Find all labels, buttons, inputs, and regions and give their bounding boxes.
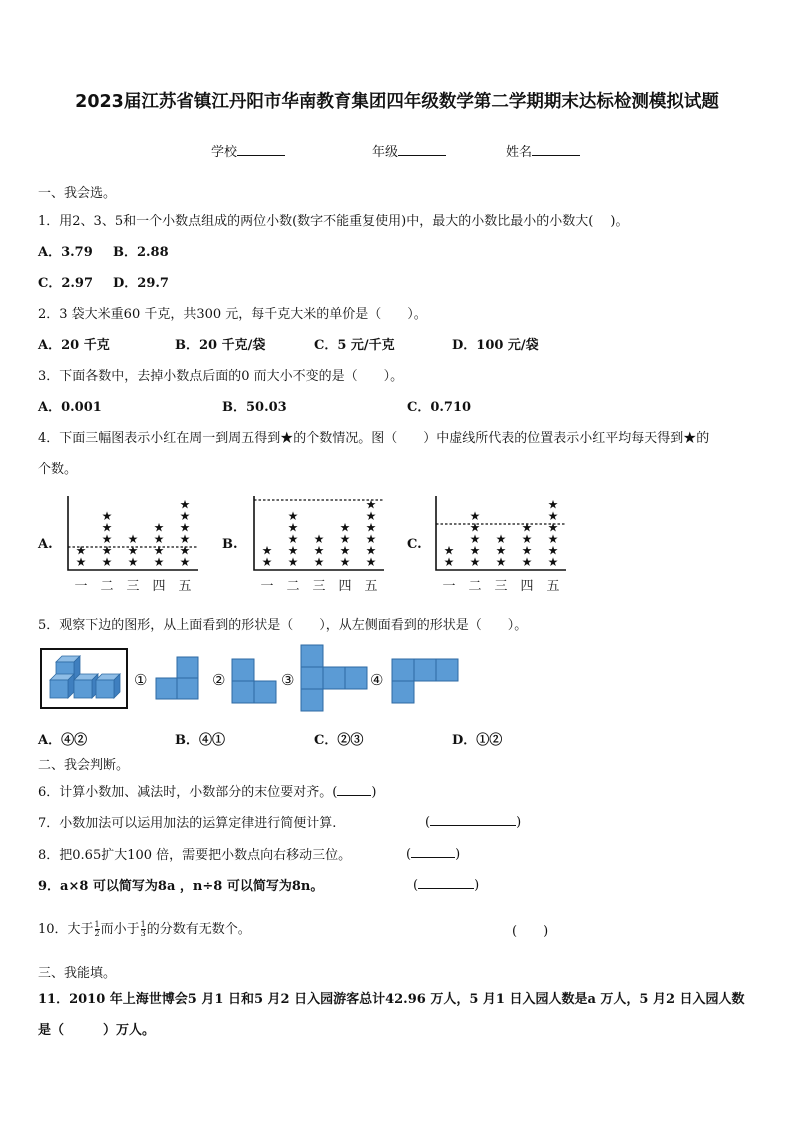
star-mark: ★ — [287, 509, 299, 523]
day-label: 四 — [338, 579, 352, 594]
star-mark: ★ — [339, 532, 351, 546]
q5-label-2: ② — [212, 671, 226, 689]
star-mark: ★ — [365, 532, 377, 546]
fraction-one-half — [95, 921, 100, 938]
q4-chart-b — [244, 492, 394, 596]
star-mark: ★ — [179, 543, 191, 558]
q10-pre: 10．大于 — [38, 922, 94, 937]
star-mark: ★ — [153, 532, 165, 546]
star-mark: ★ — [339, 543, 351, 558]
q9-answer — [413, 875, 479, 893]
section-heading-3: 三、我能填。 — [38, 966, 117, 981]
star-mark: ★ — [287, 543, 299, 558]
star-mark: ★ — [101, 555, 113, 569]
q9-close-paren: ) — [474, 878, 480, 893]
star-mark: ★ — [101, 509, 113, 523]
star-mark: ★ — [75, 555, 87, 569]
grade-field — [372, 141, 446, 160]
question-10 — [38, 918, 251, 938]
question-1-text: 1．用2、3、5和一个小数点组成的两位小数(数字不能重复使用)中，最大的小数比最小的小数大( )。 — [38, 214, 629, 229]
day-label: 三 — [312, 579, 326, 594]
question-4-text-1: 4．下面三幅图表示小红在周一到周五得到★的个数情况。图（ ）中虚线所代表的位置表示小红平均每天得到★的 — [38, 431, 710, 446]
day-label: 三 — [126, 579, 140, 594]
q3-option-b[interactable]: B．50.03 — [222, 400, 287, 415]
star-mark: ★ — [469, 543, 481, 558]
question-4-text-2: 个数。 — [38, 462, 78, 477]
cube-block — [50, 674, 74, 698]
q6-close-paren: ) — [371, 785, 377, 800]
q10-mid: 而小于 — [100, 922, 140, 937]
q8-answer — [406, 844, 460, 862]
star-mark: ★ — [287, 532, 299, 546]
school-label: 学校 — [211, 145, 238, 160]
q5-view-1 — [155, 656, 201, 702]
star-mark: ★ — [547, 532, 559, 546]
cube-block — [96, 674, 120, 698]
star-mark: ★ — [365, 520, 377, 535]
star-mark: ★ — [469, 509, 481, 523]
star-mark: ★ — [313, 555, 325, 569]
star-mark: ★ — [339, 520, 351, 535]
q5-cube-figure — [40, 648, 130, 710]
star-mark: ★ — [469, 555, 481, 569]
q4-chart-c — [426, 492, 576, 596]
grade-blank[interactable] — [398, 142, 446, 156]
day-label: 三 — [494, 579, 508, 594]
star-mark: ★ — [469, 532, 481, 546]
star-mark: ★ — [313, 532, 325, 546]
day-label: 五 — [178, 579, 192, 594]
q5-label-4: ④ — [370, 671, 384, 689]
q5-option-d[interactable]: D．①② — [452, 733, 503, 748]
q1-option-b[interactable]: B．2.88 — [113, 245, 169, 260]
q5-option-b[interactable]: B．④① — [175, 733, 225, 748]
star-mark: ★ — [101, 532, 113, 546]
star-mark: ★ — [179, 509, 191, 523]
star-mark: ★ — [521, 543, 533, 558]
name-blank[interactable] — [532, 142, 580, 156]
q10-answer-paren[interactable]: ( ) — [512, 924, 549, 939]
q2-option-d[interactable]: D．100 元/袋 — [452, 338, 539, 353]
q5-label-3: ③ — [281, 671, 295, 689]
fraction-2-numerator: 1 — [140, 920, 146, 929]
star-mark: ★ — [365, 509, 377, 523]
q2-option-b[interactable]: B．20 千克/袋 — [175, 338, 266, 353]
star-mark: ★ — [443, 543, 455, 558]
q7-open-paren: ( — [425, 815, 431, 830]
grade-label: 年级 — [372, 145, 399, 160]
day-label: 二 — [468, 579, 482, 594]
star-mark: ★ — [443, 555, 455, 569]
star-mark: ★ — [547, 497, 559, 512]
star-mark: ★ — [313, 543, 325, 558]
fraction-1-numerator: 1 — [94, 920, 100, 929]
star-mark: ★ — [495, 543, 507, 558]
question-9-text: 9．a×8 可以简写为8a ，n÷8 可以简写为8n。 — [38, 879, 324, 894]
day-label: 一 — [74, 579, 88, 594]
star-mark: ★ — [521, 520, 533, 535]
star-mark: ★ — [153, 520, 165, 535]
cube-block — [74, 674, 98, 698]
q6-answer-blank[interactable] — [337, 782, 371, 796]
day-label: 五 — [364, 579, 378, 594]
q7-answer — [425, 812, 521, 830]
q5-label-1: ① — [134, 671, 148, 689]
star-mark: ★ — [547, 520, 559, 535]
fraction-1-denominator: 2 — [94, 929, 100, 938]
star-mark: ★ — [179, 532, 191, 546]
q5-option-a[interactable]: A．④② — [38, 733, 88, 748]
school-field — [211, 141, 285, 160]
star-mark: ★ — [495, 555, 507, 569]
fraction-one-third — [141, 921, 146, 938]
day-label: 五 — [546, 579, 560, 594]
star-mark: ★ — [179, 555, 191, 569]
star-mark: ★ — [153, 543, 165, 558]
star-mark: ★ — [179, 497, 191, 512]
q8-close-paren: ) — [455, 847, 461, 862]
name-field — [506, 141, 580, 160]
star-mark: ★ — [469, 520, 481, 535]
star-mark: ★ — [127, 555, 139, 569]
day-label: 二 — [100, 579, 114, 594]
star-mark: ★ — [261, 555, 273, 569]
star-mark: ★ — [153, 555, 165, 569]
q5-option-c[interactable]: C．②③ — [314, 733, 364, 748]
q4-chart-a — [58, 492, 208, 596]
star-mark: ★ — [127, 543, 139, 558]
school-blank[interactable] — [237, 142, 285, 156]
q2-option-c[interactable]: C．5 元/千克 — [314, 338, 395, 353]
section-heading-1: 一、我会选。 — [38, 186, 117, 201]
star-mark: ★ — [495, 532, 507, 546]
fraction-2-denominator: 3 — [140, 929, 146, 938]
star-mark: ★ — [287, 520, 299, 535]
star-mark: ★ — [547, 509, 559, 523]
q1-option-d[interactable]: D．29.7 — [113, 276, 169, 291]
q10-post: 的分数有无数个。 — [146, 922, 251, 937]
star-mark: ★ — [521, 555, 533, 569]
page-title: 2023届江苏省镇江丹阳市华南教育集团四年级数学第二学期期末达标检测模拟试题 — [75, 92, 719, 112]
day-label: 四 — [520, 579, 534, 594]
q1-option-c[interactable]: C．2.97 — [38, 276, 94, 291]
day-label: 一 — [442, 579, 456, 594]
q3-option-c[interactable]: C．0.710 — [407, 400, 472, 415]
star-mark: ★ — [339, 555, 351, 569]
star-mark: ★ — [261, 543, 273, 558]
section-heading-2: 二、我会判断。 — [38, 758, 130, 773]
question-3-text: 3．下面各数中，去掉小数点后面的0 而大小不变的是（ ）。 — [38, 369, 404, 384]
star-mark: ★ — [287, 555, 299, 569]
q5-view-4 — [391, 658, 463, 706]
question-11-text-1: 11．2010 年上海世博会5 月1 日和5 月2 日入园游客总计42.96 万人，5 月1 日入园人数是a 万人，5 月2 日入园人数 — [38, 992, 745, 1007]
q4-option-c-label[interactable]: C. — [407, 537, 422, 552]
star-mark: ★ — [365, 543, 377, 558]
star-mark: ★ — [101, 520, 113, 535]
q1-option-a[interactable]: A．3.79 — [38, 245, 93, 260]
star-mark: ★ — [365, 555, 377, 569]
question-2-text: 2．3 袋大米重60 千克，共300 元，每千克大米的单价是（ ）。 — [38, 307, 427, 322]
star-mark: ★ — [179, 520, 191, 535]
q7-answer-blank[interactable] — [430, 812, 516, 826]
q9-answer-blank[interactable] — [418, 875, 474, 889]
q5-view-2 — [231, 658, 279, 704]
star-mark: ★ — [521, 532, 533, 546]
question-11-text-2: 是（ ）万人。 — [38, 1023, 156, 1038]
name-label: 姓名 — [506, 145, 533, 160]
q8-open-paren: ( — [406, 847, 412, 862]
q4-option-b-label[interactable]: B. — [222, 537, 238, 552]
day-label: 二 — [286, 579, 300, 594]
star-mark: ★ — [547, 543, 559, 558]
q3-option-a[interactable]: A．0.001 — [38, 400, 102, 415]
q4-option-a-label[interactable]: A. — [38, 537, 53, 552]
q8-answer-blank[interactable] — [411, 844, 455, 858]
star-mark: ★ — [101, 543, 113, 558]
star-mark: ★ — [365, 497, 377, 512]
question-6 — [38, 781, 376, 800]
star-mark: ★ — [75, 543, 87, 558]
star-mark: ★ — [127, 532, 139, 546]
star-mark: ★ — [547, 555, 559, 569]
q5-view-3 — [300, 644, 372, 712]
q9-open-paren: ( — [413, 878, 419, 893]
day-label: 一 — [260, 579, 274, 594]
day-label: 四 — [152, 579, 166, 594]
question-6-text: 6．计算小数加、减法时，小数部分的末位要对齐。( — [38, 785, 338, 800]
question-5-text: 5．观察下边的图形，从上面看到的形状是（ ），从左侧面看到的形状是（ ）。 — [38, 618, 528, 633]
question-8-text: 8．把0.65扩大100 倍，需要把小数点向右移动三位。 — [38, 848, 352, 863]
question-7-text: 7．小数加法可以运用加法的运算定律进行简便计算. — [38, 816, 337, 831]
q2-option-a[interactable]: A．20 千克 — [38, 338, 110, 353]
q7-close-paren: ) — [516, 815, 522, 830]
